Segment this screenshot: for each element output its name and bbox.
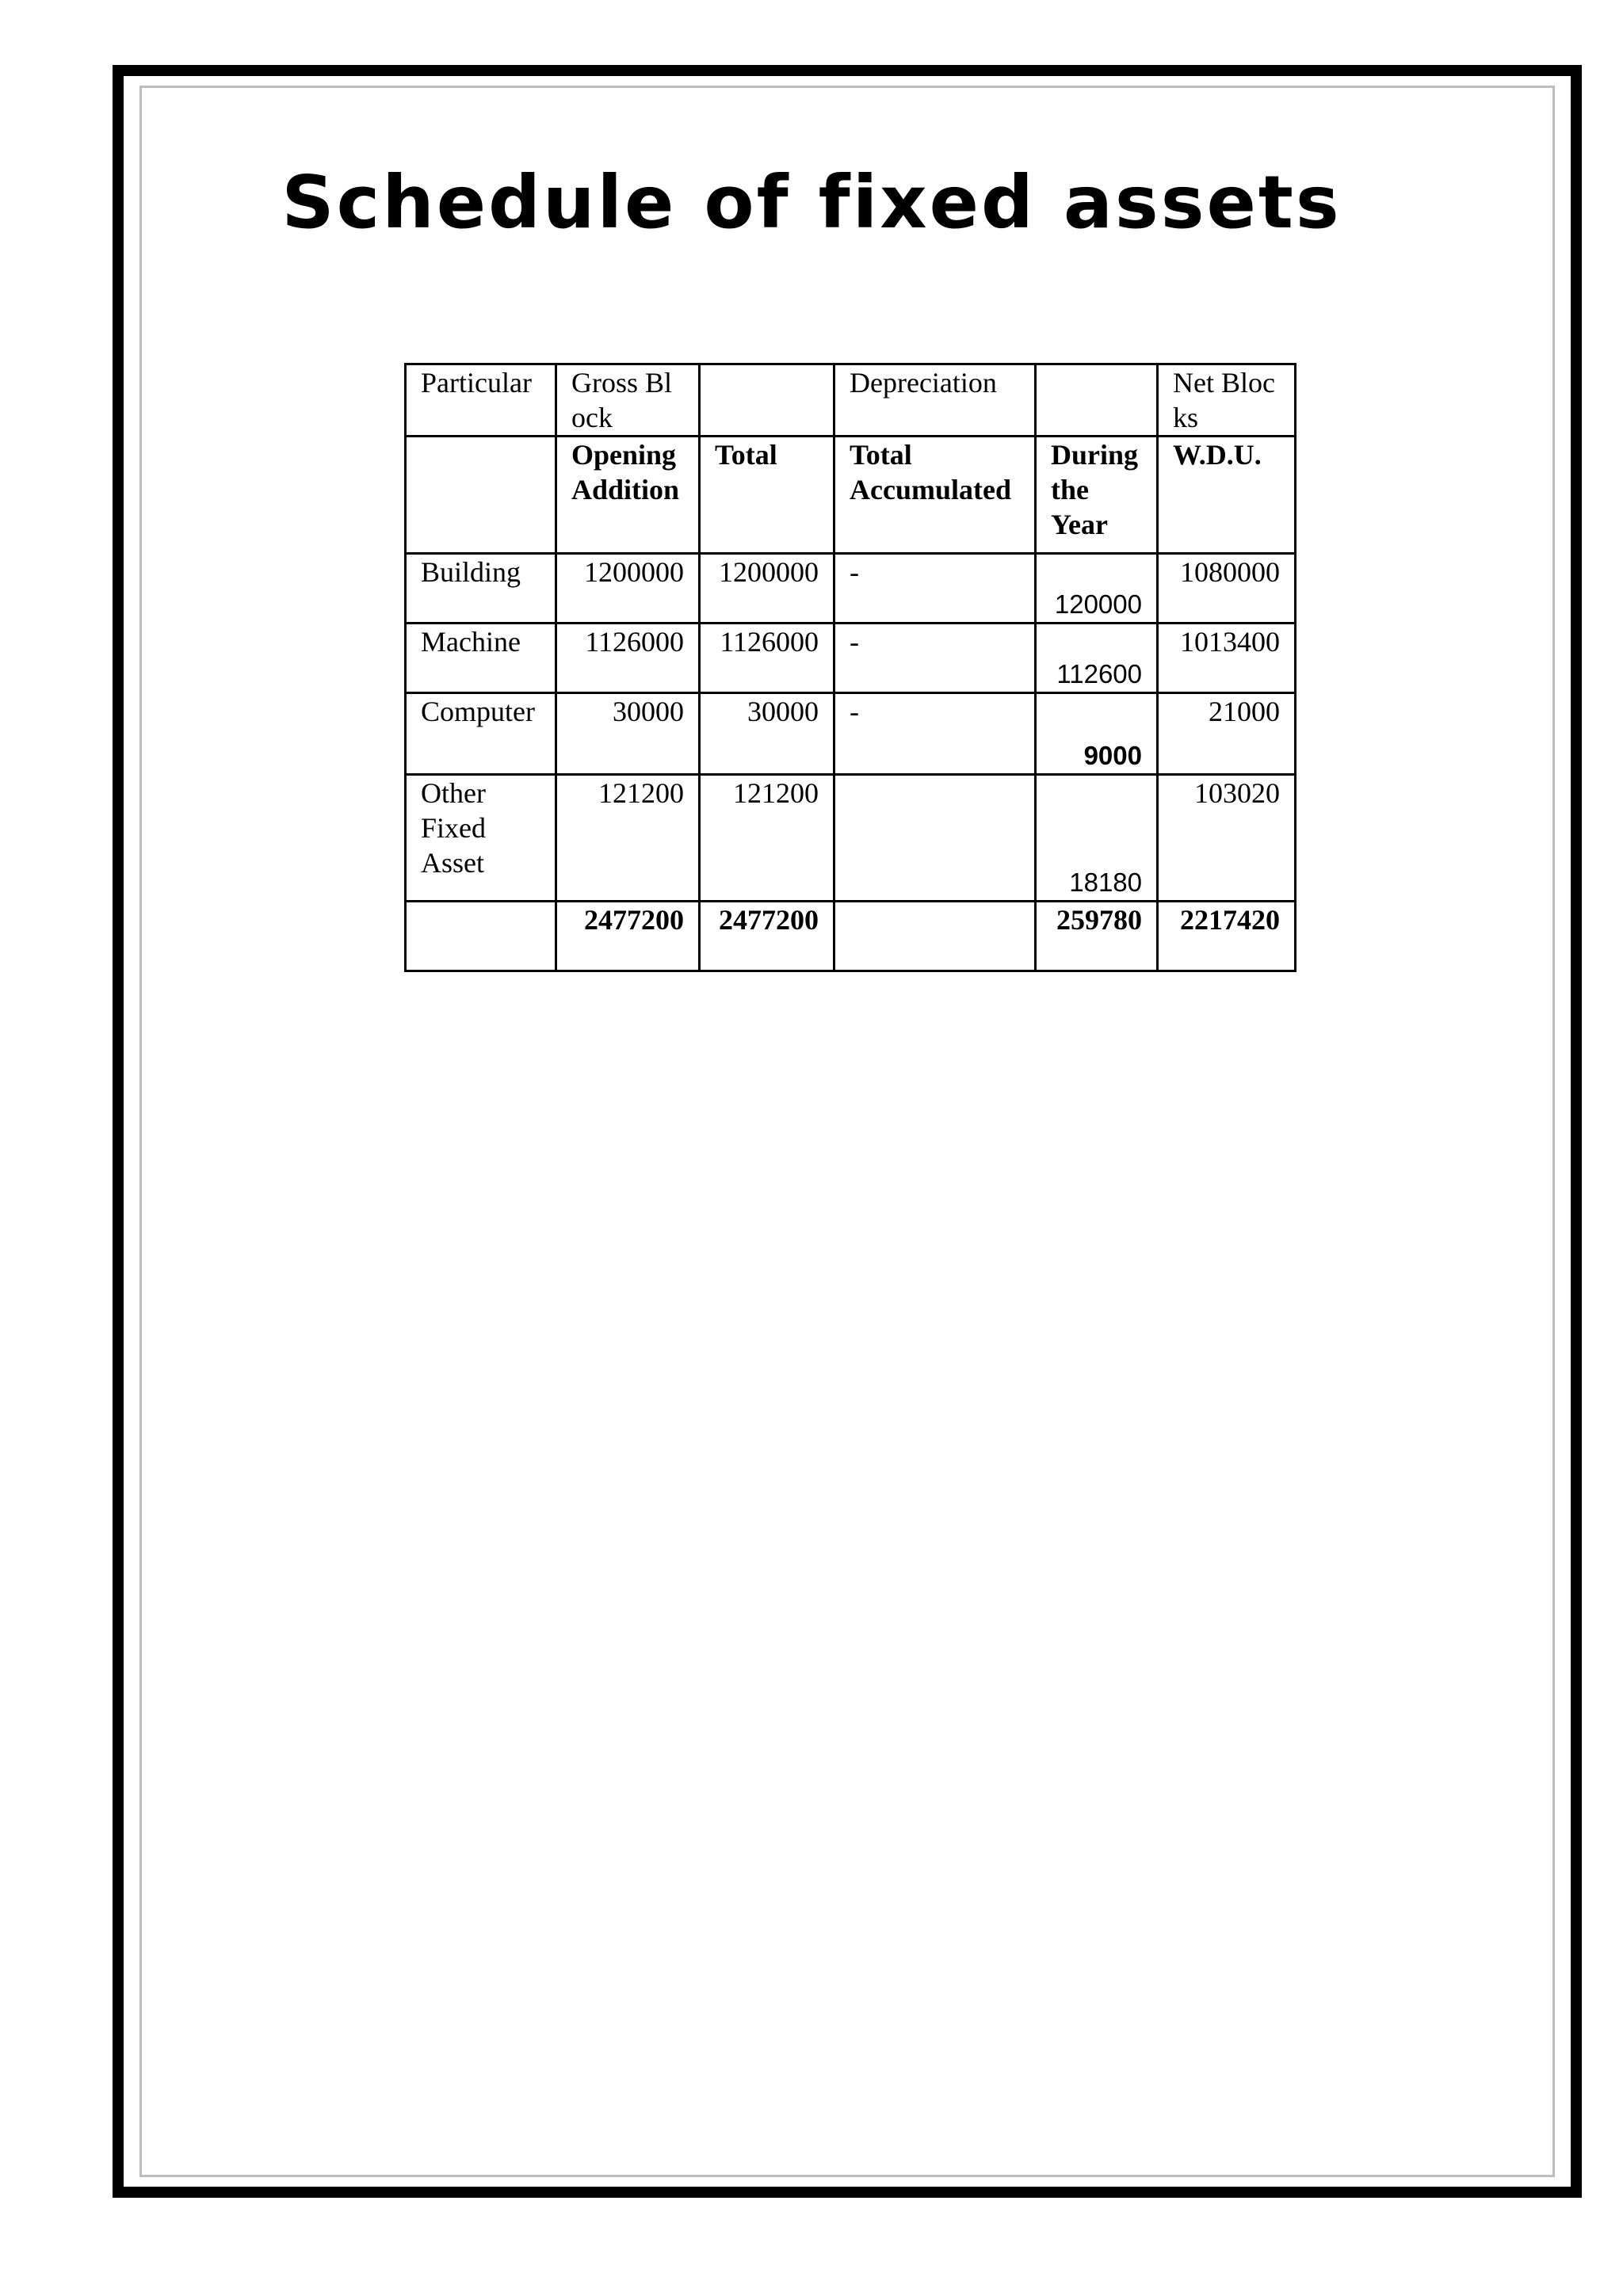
cell-during-the-year: 18180 [1036,775,1158,902]
total-particular [406,902,556,971]
subheader-total-accumulated: Total Accumulated [834,437,1036,554]
cell-net-blocks: 1013400 [1158,624,1296,693]
total-total: 2477200 [700,902,834,971]
total-during-the-year: 259780 [1036,902,1158,971]
cell-particular: Other Fixed Asset [406,775,556,902]
cell-opening-addition: 121200 [556,775,700,902]
cell-during-the-year: 112600 [1036,624,1158,693]
cell-opening-addition: 30000 [556,693,700,775]
cell-total: 121200 [700,775,834,902]
cell-particular: Building [406,554,556,624]
cell-net-blocks: 1080000 [1158,554,1296,624]
total-total-accumulated [834,902,1036,971]
cell-net-blocks: 103020 [1158,775,1296,902]
table-row-other-fixed-asset [406,775,1296,902]
header-empty-1 [700,364,834,437]
cell-during-the-year: 120000 [1036,554,1158,624]
subheader-during-the-year: During the Year [1036,437,1158,554]
page-title: Schedule of fixed assets [281,160,1342,245]
subheader-empty [406,437,556,554]
header-empty-2 [1036,364,1158,437]
cell-net-blocks: 21000 [1158,693,1296,775]
cell-particular: Machine [406,624,556,693]
cell-opening-addition: 1126000 [556,624,700,693]
header-particular: Particular [406,364,556,437]
cell-opening-addition: 1200000 [556,554,700,624]
cell-total-accumulated: - [834,554,1036,624]
total-net-blocks: 2217420 [1158,902,1296,971]
cell-total: 1200000 [700,554,834,624]
subheader-total: Total [700,437,834,554]
cell-during-the-year: 9000 [1036,693,1158,775]
header-row-1 [406,364,1296,437]
table-row-computer [406,693,1296,775]
cell-total: 30000 [700,693,834,775]
header-depreciation: Depreciation [834,364,1036,437]
cell-total: 1126000 [700,624,834,693]
cell-particular: Computer [406,693,556,775]
header-net-blocks: Net Blocks [1158,364,1296,437]
table-row-building [406,554,1296,624]
table-row-machine [406,624,1296,693]
cell-total-accumulated [834,775,1036,902]
subheader-opening-addition: Opening Addition [556,437,700,554]
total-opening-addition: 2477200 [556,902,700,971]
header-gross-block: Gross Block [556,364,700,437]
header-row-2 [406,437,1296,554]
table-row-totals [406,902,1296,971]
cell-total-accumulated: - [834,693,1036,775]
fixed-assets-table [404,363,1296,972]
subheader-wdu: W.D.U. [1158,437,1296,554]
cell-total-accumulated: - [834,624,1036,693]
